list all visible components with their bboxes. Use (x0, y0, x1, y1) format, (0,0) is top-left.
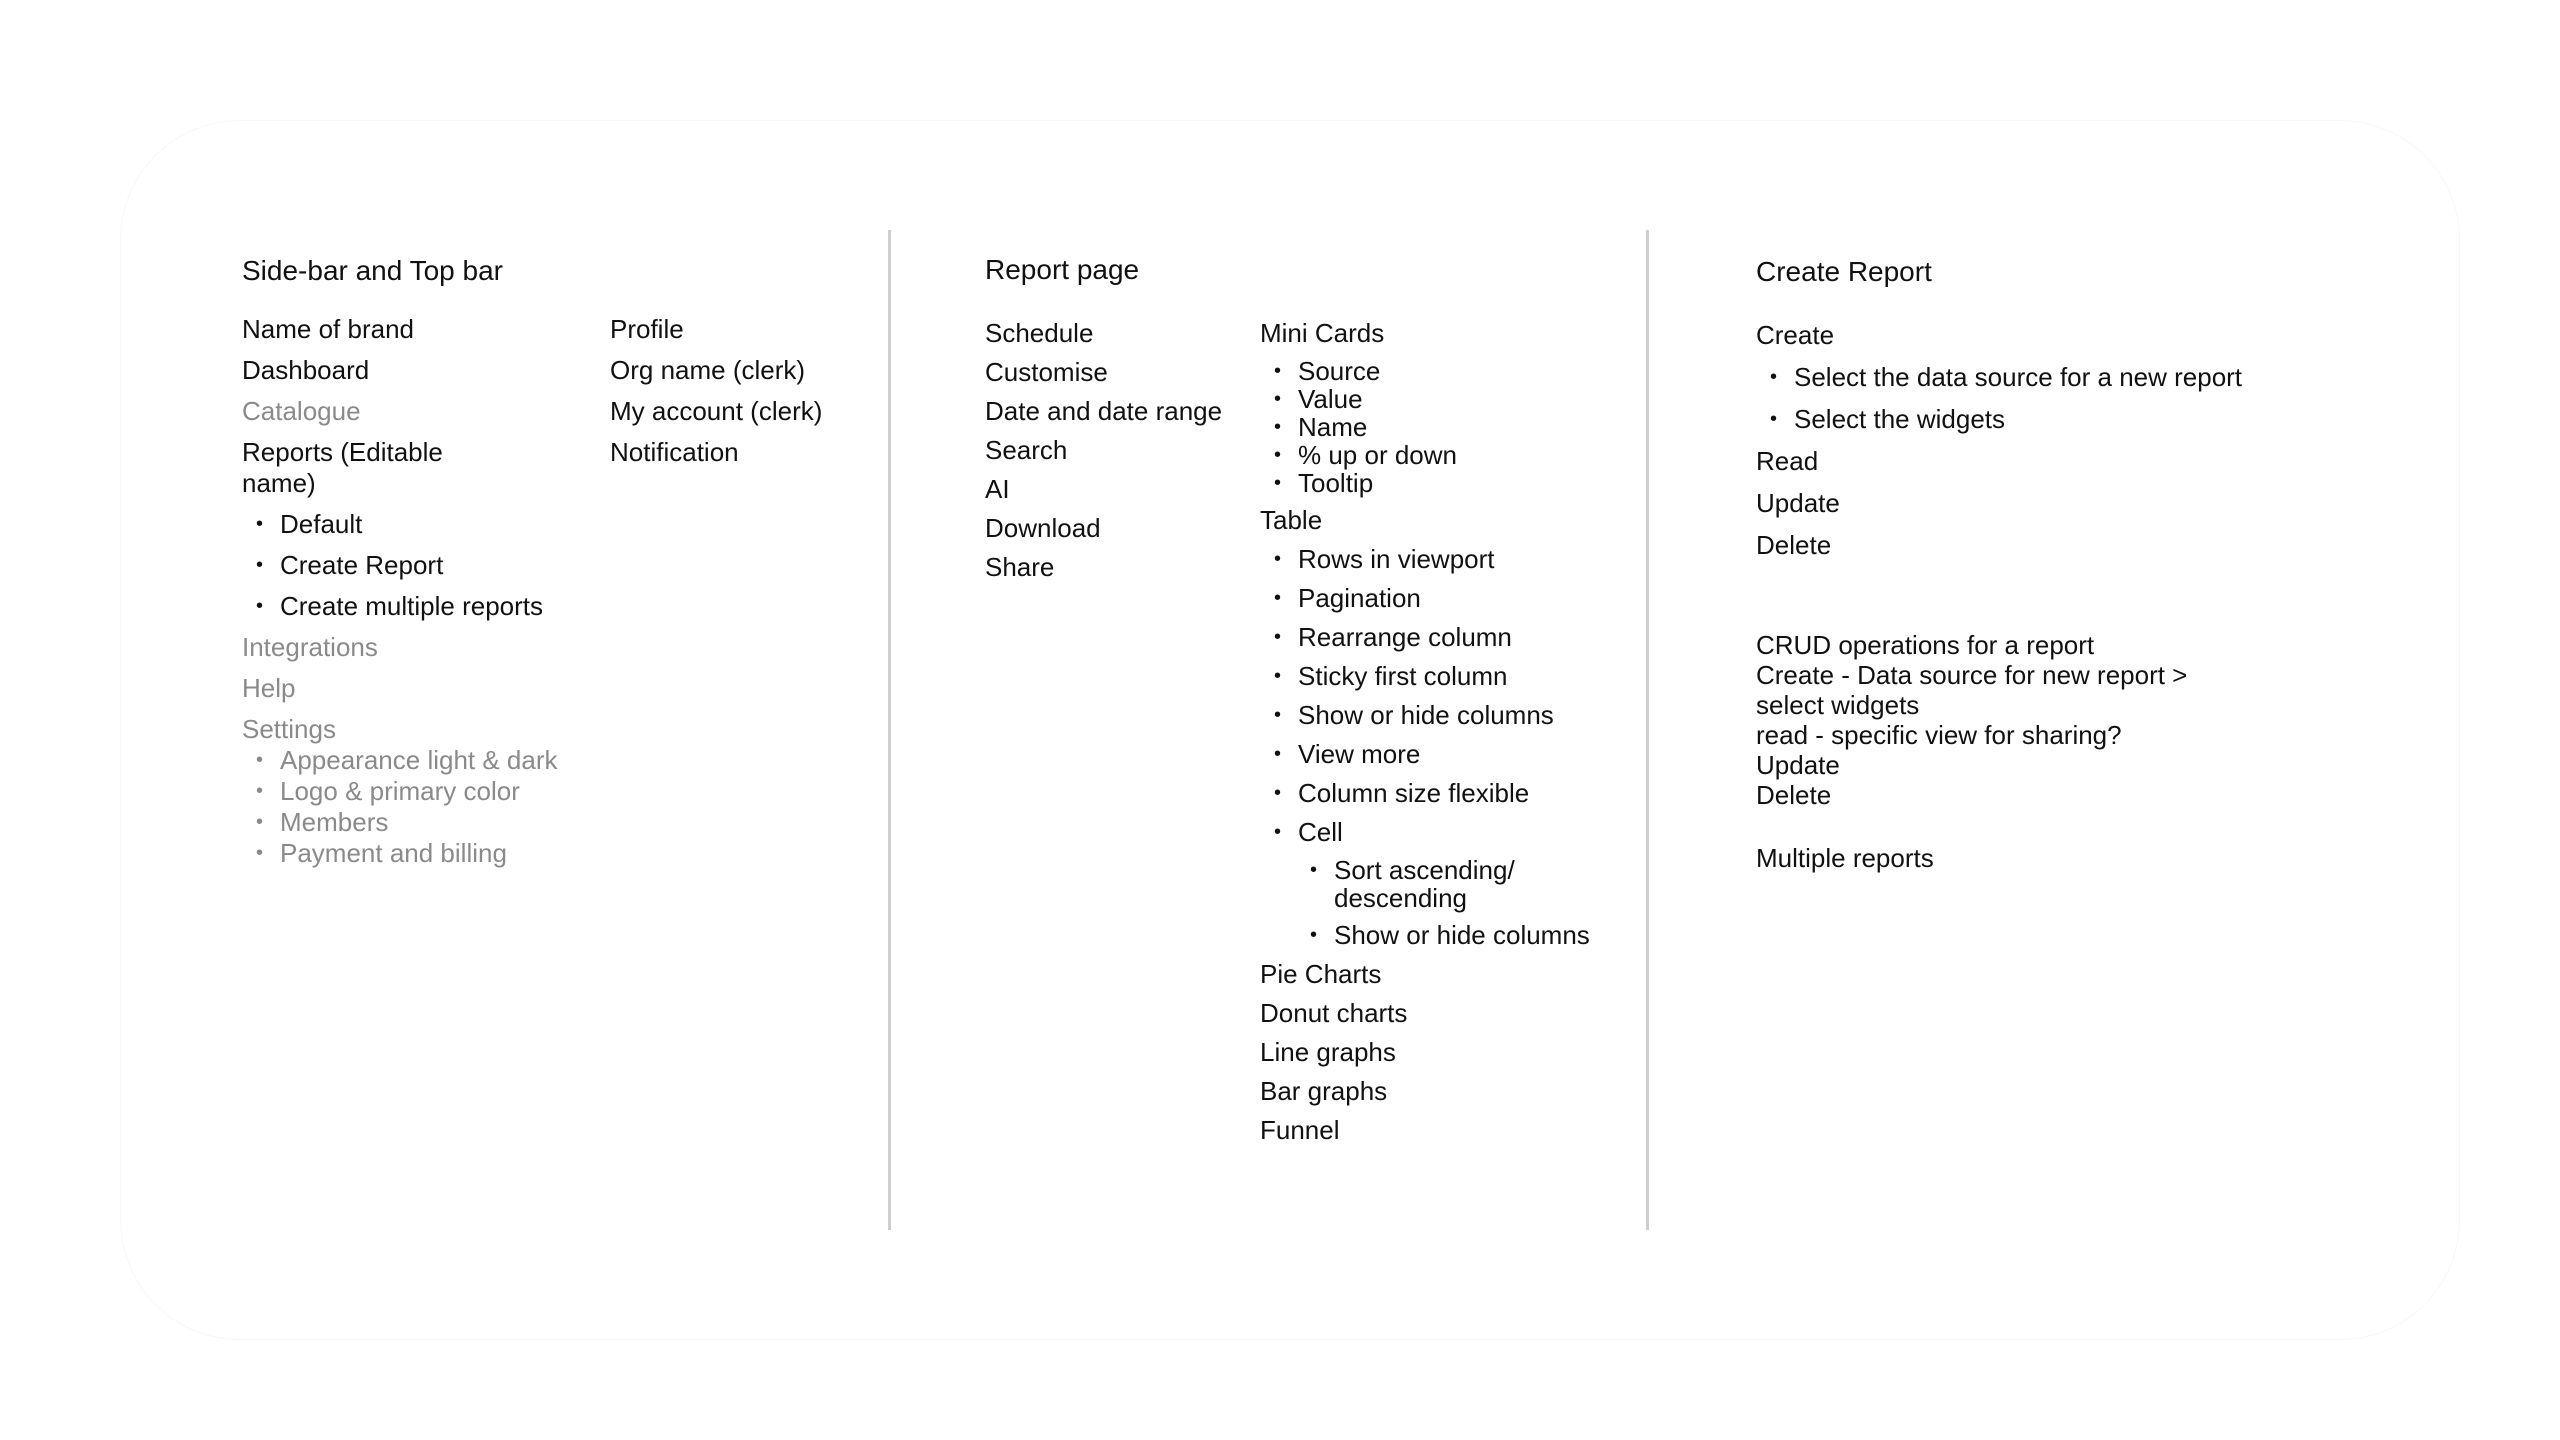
list-item: • Logo & primary color (242, 776, 558, 807)
list-item: Share (985, 552, 1055, 582)
multiple-reports-label: Multiple reports (1756, 843, 1934, 873)
list-item: • Default (242, 509, 558, 540)
list-item: • Source (1260, 357, 1590, 385)
list-item: Org name (clerk) (610, 355, 806, 385)
list-item: • Rearrange column (1260, 622, 1590, 653)
section-title: Report page (985, 254, 1140, 285)
list-item: • Create multiple reports (242, 591, 558, 622)
list-item: Settings (242, 714, 336, 744)
report-page-right-list (1260, 318, 1590, 1146)
list-item: Notification (610, 437, 739, 467)
list-item: • Sticky first column (1260, 661, 1590, 692)
list-item: • Members (242, 807, 558, 838)
list-item: • Show or hide columns (1260, 700, 1590, 731)
list-item: • Cell (1260, 817, 1590, 848)
list-item: Catalogue (242, 396, 361, 426)
list-item: Read (1756, 446, 1819, 476)
list-item: • Column size flexible (1260, 778, 1590, 809)
list-item: Name of brand (242, 314, 414, 344)
list-item: • Select the data source for a new report (1756, 362, 2242, 393)
crud-notes (1756, 630, 2187, 810)
list-item: Pie Charts (1260, 959, 1382, 989)
list-item: Profile (610, 314, 684, 344)
sidebar-topbar-left-list (242, 314, 558, 869)
list-item: Mini Cards (1260, 318, 1385, 348)
list-item: Create (1756, 320, 1835, 350)
list-item: Help (242, 673, 296, 703)
list-item: • Tooltip (1260, 469, 1590, 497)
list-item: • View more (1260, 739, 1590, 770)
list-item: • Show or hide columns (1260, 920, 1590, 951)
list-item: • Select the widgets (1756, 404, 2242, 435)
list-item: Delete (1756, 530, 1832, 560)
list-item: Update (1756, 488, 1840, 518)
section-title: Create Report (1756, 256, 1932, 287)
list-item: Funnel (1260, 1115, 1340, 1145)
note-line: select widgets (1756, 690, 1920, 720)
list-item: • Create Report (242, 550, 558, 581)
list-item: Schedule (985, 318, 1094, 348)
sidebar-topbar-right-list (610, 314, 822, 468)
note-line: Delete (1756, 780, 1832, 810)
list-item: • Pagination (1260, 583, 1590, 614)
list-item: Reports (Editable (242, 437, 443, 467)
list-item: Search (985, 435, 1068, 465)
list-item: Customise (985, 357, 1108, 387)
note-line: CRUD operations for a report (1756, 630, 2095, 660)
section-title: Side-bar and Top bar (242, 255, 503, 286)
column-divider-1 (888, 230, 891, 1230)
note-line: Create - Data source for new report > (1756, 660, 2188, 690)
list-item: Integrations (242, 632, 378, 662)
list-item: Table (1260, 505, 1323, 535)
list-item: Date and date range (985, 396, 1223, 426)
list-item: • Value (1260, 385, 1590, 413)
list-item: Bar graphs (1260, 1076, 1388, 1106)
list-item: • Payment and billing (242, 838, 558, 869)
report-page-left-list (985, 318, 1222, 583)
note-line: read - specific view for sharing? (1756, 720, 2122, 750)
list-item: • Appearance light & dark (242, 745, 558, 776)
list-item: name) (242, 468, 316, 498)
list-item: • % up or down (1260, 441, 1590, 469)
list-item: Dashboard (242, 355, 370, 385)
list-item: • Rows in viewport (1260, 544, 1590, 575)
list-item: Line graphs (1260, 1037, 1396, 1067)
list-item: My account (clerk) (610, 396, 823, 426)
list-item: • Sort ascending/ (1260, 856, 1590, 884)
list-item: descending (1334, 883, 1467, 913)
list-item: AI (985, 474, 1010, 504)
list-item: • Name (1260, 413, 1590, 441)
list-item: Download (985, 513, 1101, 543)
create-report-list (1756, 320, 2242, 561)
note-line: Update (1756, 750, 1840, 780)
list-item: Donut charts (1260, 998, 1408, 1028)
column-divider-2 (1646, 230, 1649, 1230)
